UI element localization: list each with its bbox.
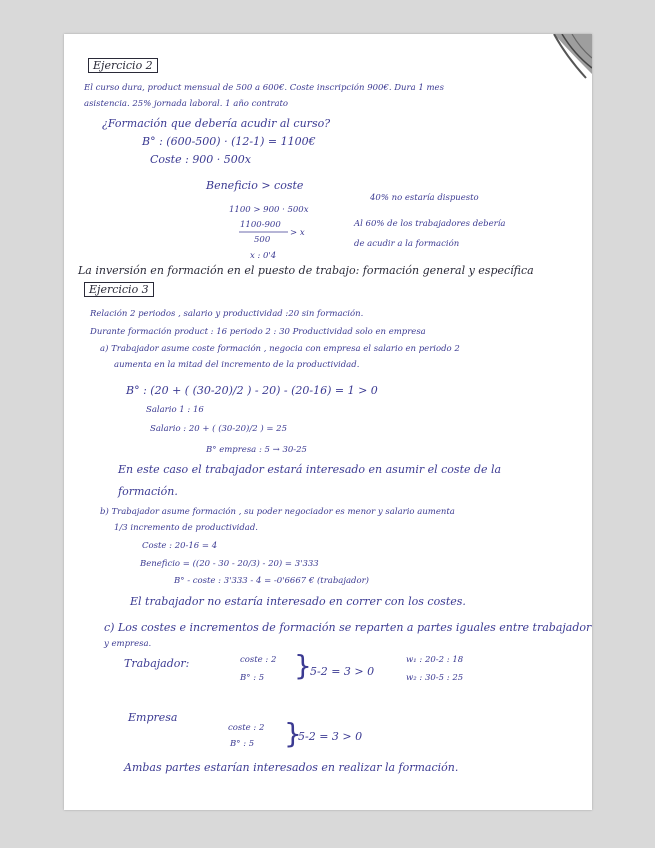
note-line-ex3-c8: coste : 2: [228, 723, 265, 733]
note-line-ex2-l10a: 1100-900: [240, 220, 281, 230]
note-line-ex3-c9: 5-2 = 3 > 0: [298, 730, 363, 743]
note-line-ex3-title: Ejercicio 3: [84, 282, 154, 297]
note-line-ex2-l6: Beneficio > coste: [206, 179, 304, 192]
note-line-ex3-a4: Salario 1 : 16: [146, 405, 204, 415]
note-line-ex3-a5: Salario : 20 + ( (30-20)/2 ) = 25: [150, 424, 287, 434]
note-line-ex3-c3: Trabajador:: [124, 657, 190, 670]
note-line-ex2-l5: Coste : 900 · 500x: [150, 153, 251, 166]
note-line-ex3-c10: B° : 5: [230, 739, 255, 749]
brace-trabajador-icon: }: [294, 649, 312, 682]
note-line-ex3-l1: Relación 2 periodos , salario y productividad :20 sin formación.: [90, 309, 364, 319]
note-line-ex3-c6: B° : 5: [240, 673, 265, 683]
note-line-ex2-title: Ejercicio 2: [88, 58, 158, 73]
note-line-ex3-b3: Coste : 20-16 = 4: [142, 541, 218, 551]
note-line-ex3-b5: B° - coste : 3'333 - 4 = -0'6667 € (trabajador): [174, 576, 369, 586]
note-line-ex3-b4: Beneficio = ((20 - 30 - 20/3) - 20) = 3'333: [140, 559, 319, 569]
note-line-inv-line: La inversión en formación en el puesto de trabajo: formación general y específica: [78, 264, 534, 277]
note-line-ex3-a7: En este caso el trabajador estará interesado en asumir el coste de la: [118, 463, 502, 476]
note-line-ex3-c1: c) Los costes e incrementos de formación se reparten a partes iguales entre trabajador: [104, 621, 592, 634]
note-line-ex3-l2: Durante formación product : 16 periodo 2 : 30 Productividad solo en empresa: [90, 327, 426, 337]
brace-empresa-icon: }: [284, 717, 302, 750]
note-line-ex2-l10b: 500: [254, 235, 271, 245]
note-line-ex3-c7: Empresa: [128, 711, 178, 724]
note-line-ex2-l2: asistencia. 25% jornada laboral. 1 año contrato: [84, 99, 289, 109]
note-line-ex3-c4: coste : 2: [240, 655, 277, 665]
note-line-ex2-l8: 1100 > 900 · 500x: [229, 205, 309, 215]
note-line-ex3-c6r: w₂ : 30-5 : 25: [406, 673, 464, 683]
note-line-ex2-l3: ¿Formación que debería acudir al curso?: [102, 117, 331, 130]
note-line-ex3-a6: B° empresa : 5 → 30-25: [206, 445, 307, 455]
note-line-ex2-l11: de acudir a la formación: [354, 239, 460, 249]
note-line-ex2-l7: 40% no estaría dispuesto: [370, 193, 479, 203]
fraction-bars: [64, 34, 592, 810]
note-line-ex3-a2: aumenta en la mitad del incremento de la productividad.: [114, 360, 360, 370]
notebook-page: [64, 34, 592, 810]
note-line-ex3-a8: formación.: [118, 485, 178, 498]
note-line-ex3-c5: 5-2 = 3 > 0: [310, 665, 375, 678]
note-line-ex3-b1: b) Trabajador asume formación , su poder negociador es menor y salario aumenta: [100, 507, 455, 517]
note-line-ex2-l10c: > x: [290, 228, 305, 238]
note-line-ex3-b2: 1/3 incremento de productividad.: [114, 523, 259, 533]
note-line-ex3-c4r: w₁ : 20-2 : 18: [406, 655, 464, 665]
note-line-ex2-l12: x : 0'4: [250, 251, 277, 261]
note-line-ex2-l4: B° : (600-500) · (12-1) = 1100€: [142, 135, 316, 148]
note-line-ex3-c2: y empresa.: [104, 639, 152, 649]
note-line-ex3-c11: Ambas partes estarían interesados en realizar la formación.: [124, 761, 459, 774]
note-line-ex3-a1: a) Trabajador asume coste formación , negocia con empresa el salario en periodo 2: [100, 344, 460, 354]
note-line-ex3-a3: B° : (20 + ( (30-20)/2 ) - 20) - (20-16) = 1 > 0: [126, 384, 378, 397]
note-line-ex2-l1: El curso dura, product mensual de 500 a 600€. Coste inscripción 900€. Dura 1 mes: [84, 83, 444, 93]
note-line-ex2-l9: Al 60% de los trabajadores debería: [354, 219, 506, 229]
note-line-ex3-b6: El trabajador no estaría interesado en correr con los costes.: [130, 595, 466, 608]
